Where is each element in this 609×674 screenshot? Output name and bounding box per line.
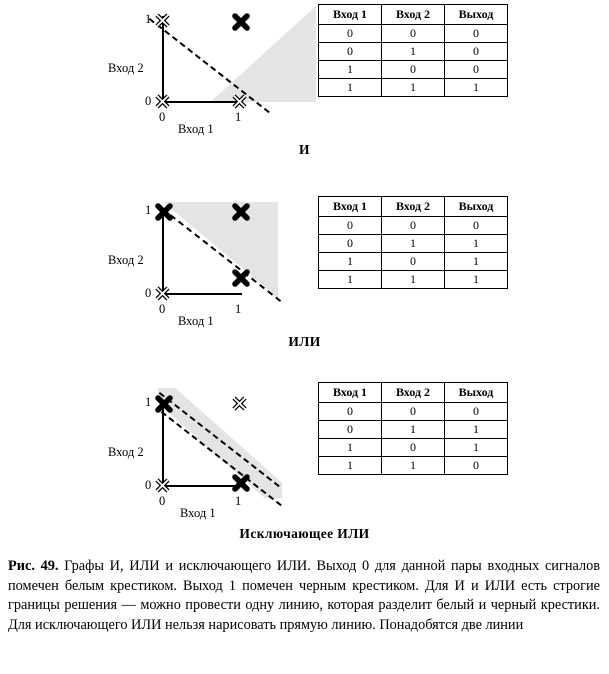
- cell: 1: [319, 457, 382, 475]
- xor-point-01-black: [155, 395, 173, 413]
- and-y-tick-0: 0: [145, 94, 152, 108]
- gate-title-xor: Исключающее ИЛИ: [239, 526, 370, 541]
- and-point-10-white: [232, 94, 247, 109]
- figure-caption: [8, 557, 600, 635]
- xor-truth-table: [318, 382, 508, 475]
- and-decision-region: [206, 6, 316, 102]
- table-header-row: [319, 197, 508, 217]
- and-point-11-black: [232, 13, 250, 31]
- and-point-00-white: [155, 94, 170, 109]
- cell: 1: [319, 61, 382, 79]
- or-truth-table: [318, 196, 508, 289]
- or-y-tick-1: 1: [145, 203, 152, 217]
- cell: 1: [382, 271, 445, 289]
- cell: 0: [445, 457, 508, 475]
- cell: 0: [382, 61, 445, 79]
- cell: 1: [382, 421, 445, 439]
- cell: 1: [382, 457, 445, 475]
- cell: 0: [382, 217, 445, 235]
- table-row: [319, 43, 508, 61]
- and-y-axis: [162, 16, 164, 103]
- table-row: [319, 271, 508, 289]
- table-row: [319, 457, 508, 475]
- or-x-axis: [162, 293, 242, 295]
- or-point-01-black: [155, 203, 173, 221]
- header-input-2: Вход 2: [382, 197, 445, 217]
- cell: 0: [445, 61, 508, 79]
- cell: 1: [382, 79, 445, 97]
- cell: 0: [382, 25, 445, 43]
- cell: 0: [319, 421, 382, 439]
- and-x-tick-0: 0: [159, 110, 166, 124]
- xor-y-tick-0: 0: [145, 478, 152, 492]
- header-input-2: Вход 2: [382, 5, 445, 25]
- or-y-tick-0: 0: [145, 286, 152, 300]
- cell: 0: [445, 217, 508, 235]
- cell: 0: [319, 403, 382, 421]
- and-y-axis-label: Вход 2: [108, 61, 144, 75]
- or-x-tick-0: 0: [159, 302, 166, 316]
- xor-point-11-white: [232, 396, 247, 411]
- cell: 1: [445, 79, 508, 97]
- or-x-axis-label: Вход 1: [178, 314, 214, 328]
- and-y-tick-1: 1: [145, 12, 152, 26]
- gate-title-and: И: [299, 142, 310, 157]
- cell: 0: [445, 43, 508, 61]
- cell: 1: [445, 439, 508, 457]
- table-row: [319, 253, 508, 271]
- or-point-00-white: [155, 286, 170, 301]
- cell: 1: [319, 271, 382, 289]
- gate-title-or: ИЛИ: [288, 334, 321, 349]
- table-row: [319, 439, 508, 457]
- table-row: [319, 61, 508, 79]
- or-point-11-black: [232, 203, 250, 221]
- cell: 1: [382, 235, 445, 253]
- xor-y-axis: [162, 400, 164, 487]
- header-input-2: Вход 2: [382, 383, 445, 403]
- xor-x-tick-1: 1: [235, 494, 242, 508]
- cell: 0: [382, 439, 445, 457]
- xor-point-10-black: [232, 474, 250, 492]
- or-y-axis: [162, 208, 164, 295]
- cell: 0: [445, 25, 508, 43]
- and-truth-table: [318, 4, 508, 97]
- xor-decision-boundary-lower: [161, 411, 282, 506]
- and-x-axis: [162, 101, 242, 103]
- cell: 0: [445, 403, 508, 421]
- cell: 1: [445, 271, 508, 289]
- table-header-row: [319, 5, 508, 25]
- figure-caption-text: Графы И, ИЛИ и исключающего ИЛИ. Выход 0 для данной пары входных сигналов помечен белым крестиком. Выход 1 помечен черным крестиком. Для И и ИЛИ есть строгие границы решения — можно провести одну линию, которая разделит белый и черный крестики. Для исключающего ИЛИ нельзя нарисовать прямую линию. Понадобятся две линии: [8, 558, 600, 633]
- header-output: Выход: [445, 197, 508, 217]
- table-row: [319, 217, 508, 235]
- cell: 1: [445, 235, 508, 253]
- cell: 1: [382, 43, 445, 61]
- cell: 1: [319, 79, 382, 97]
- and-x-tick-1: 1: [235, 110, 242, 124]
- cell: 1: [445, 253, 508, 271]
- header-output: Выход: [445, 383, 508, 403]
- xor-x-axis: [162, 485, 242, 487]
- cell: 0: [319, 43, 382, 61]
- header-input-1: Вход 1: [319, 197, 382, 217]
- and-x-axis-label: Вход 1: [178, 122, 214, 136]
- and-point-01-white: [155, 13, 170, 28]
- table-row: [319, 421, 508, 439]
- xor-y-axis-label: Вход 2: [108, 445, 144, 459]
- cell: 1: [319, 253, 382, 271]
- or-x-tick-1: 1: [235, 302, 242, 316]
- table-row: [319, 403, 508, 421]
- cell: 0: [382, 403, 445, 421]
- xor-x-tick-0: 0: [159, 494, 166, 508]
- xor-point-00-white: [155, 478, 170, 493]
- xor-x-axis-label: Вход 1: [180, 506, 216, 520]
- table-row: [319, 79, 508, 97]
- header-output: Выход: [445, 5, 508, 25]
- xor-y-tick-1: 1: [145, 395, 152, 409]
- or-y-axis-label: Вход 2: [108, 253, 144, 267]
- or-point-10-black: [232, 269, 250, 287]
- figure-label: Рис. 49.: [8, 558, 59, 574]
- cell: 0: [319, 25, 382, 43]
- cell: 1: [319, 439, 382, 457]
- table-row: [319, 25, 508, 43]
- cell: 0: [319, 217, 382, 235]
- table-header-row: [319, 383, 508, 403]
- cell: 1: [445, 421, 508, 439]
- header-input-1: Вход 1: [319, 383, 382, 403]
- cell: 0: [319, 235, 382, 253]
- xor-decision-boundary-upper: [159, 392, 280, 487]
- cell: 0: [382, 253, 445, 271]
- header-input-1: Вход 1: [319, 5, 382, 25]
- table-row: [319, 235, 508, 253]
